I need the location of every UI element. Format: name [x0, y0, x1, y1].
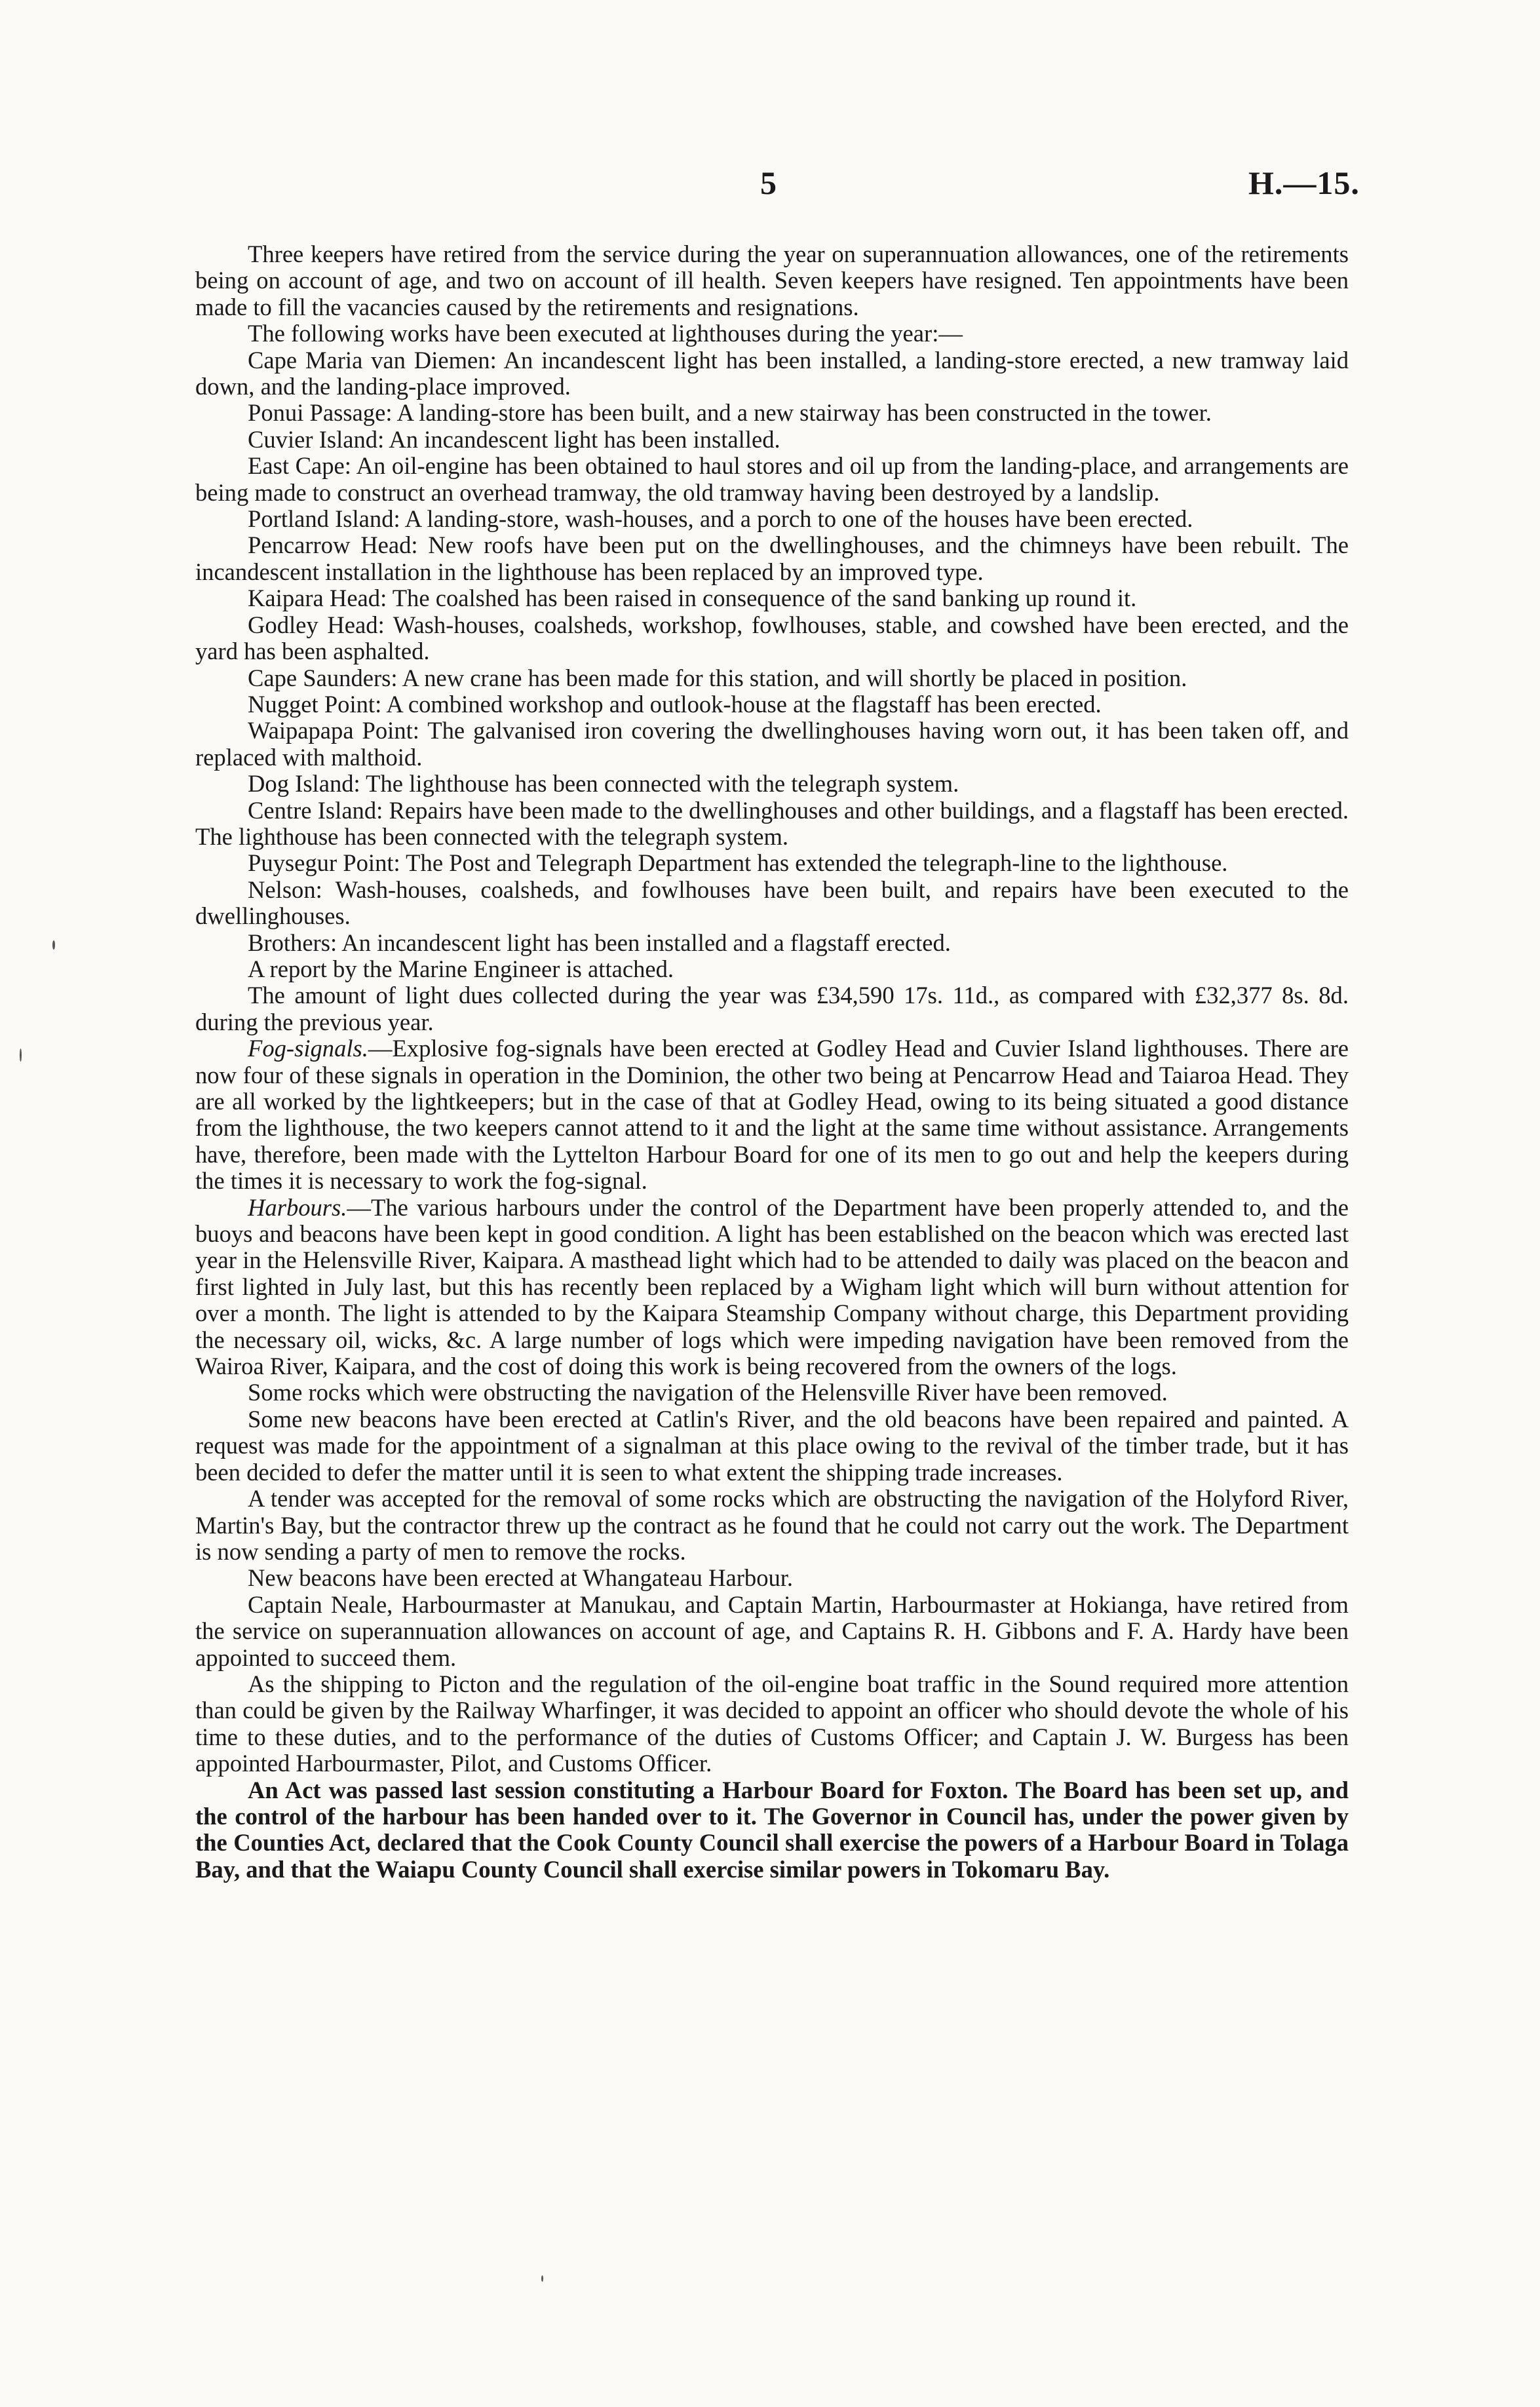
- paragraph: [195, 1565, 1349, 1591]
- paragraph: [195, 506, 1349, 532]
- paragraph: [195, 691, 1349, 718]
- paragraph: [195, 982, 1349, 1035]
- paragraph: [195, 718, 1349, 771]
- paragraph: [195, 877, 1349, 930]
- paragraph: [195, 320, 1349, 347]
- paragraph: [195, 427, 1349, 453]
- paragraph-text: Cape Saunders: A new crane has been made for this station, and will shortly be placed in position.: [248, 664, 1187, 691]
- paragraph: [195, 665, 1349, 691]
- paragraph-text: Three keepers have retired from the service during the year on superannuation allowances, one of the retirements being on account of age, and two on account of ill health. Seven keepers have resigned. Ten appointments have been made to fill the vacancies caused by the retirements and resignations.: [195, 241, 1349, 320]
- paragraph-text: Cape Maria van Diemen: An incandescent light has been installed, a landing-store erected, a new tramway laid down, and the landing-place improved.: [195, 346, 1349, 400]
- section-heading: Fog-signals.: [248, 1035, 368, 1062]
- paragraph-text: Cuvier Island: An incandescent light has been installed.: [248, 425, 780, 453]
- paragraph-text: A tender was accepted for the removal of some rocks which are obstructing the navigation of the Holyford River, Martin's Bay, but the contractor threw up the contract as he found that he could not carry out the work. The Department is now sending a party of men to remove the rocks.: [195, 1485, 1349, 1565]
- paragraph: [195, 612, 1349, 665]
- page-number: 5: [760, 164, 777, 201]
- paragraph-text: A report by the Marine Engineer is attached.: [248, 955, 674, 982]
- paragraph: [195, 850, 1349, 876]
- paragraph: [195, 1379, 1349, 1406]
- paragraph-text: Dog Island: The lighthouse has been connected with the telegraph system.: [248, 770, 959, 798]
- paragraph-text: The amount of light dues collected during the year was £34,590 17s. 11d., as compared with £32,377 8s. 8d. during the previous year.: [195, 982, 1349, 1035]
- paragraph: [195, 1195, 1349, 1380]
- paragraph-text: Portland Island: A landing-store, wash-houses, and a porch to one of the houses have been erected.: [248, 505, 1193, 533]
- paragraph: [195, 1035, 1349, 1194]
- paragraph: [195, 453, 1349, 506]
- paragraph: [195, 1777, 1349, 1883]
- margin-mark: [20, 1049, 22, 1062]
- paragraph-text: New beacons have been erected at Whangateau Harbour.: [248, 1564, 794, 1592]
- paragraph: [195, 585, 1349, 611]
- paragraph-text: Godley Head: Wash-houses, coalsheds, workshop, fowlhouses, stable, and cowshed have been erected, and the yard has been asphalted.: [195, 611, 1349, 665]
- paragraph-text: Pencarrow Head: New roofs have been put on the dwellinghouses, and the chimneys have been rebuilt. The incandescent installation in the lighthouse has been replaced by an improved type.: [195, 531, 1349, 585]
- margin-mark: [52, 940, 55, 950]
- paragraph: [195, 241, 1349, 320]
- paragraph-text: An Act was passed last session constituting a Harbour Board for Foxton. The Board has been set up, and the control of the harbour has been handed over to it. The Governor in Council has, under the power given by the Counties Act, declared that the Cook County Council shall exercise the powers of a Harbour Board in Tolaga Bay, and that the Waiapu County Council shall exercise similar powers in Tokomaru Bay.: [195, 1776, 1349, 1883]
- paragraph-text: Some new beacons have been erected at Catlin's River, and the old beacons have been repaired and painted. A request was made for the appointment of a signalman at this place owing to the revival of the timber trade, but it has been decided to defer the matter until it is seen to what extent the shipping trade increases.: [195, 1405, 1349, 1486]
- page-header: [0, 164, 1540, 216]
- paragraph-text: —Explosive fog-signals have been erected at Godley Head and Cuvier Island lighthouses. There are now four of these signals in operation in the Dominion, the other two being at Pencarrow Head and Taiaroa Head. They are all worked by the lightkeepers; but in the case of that at Godley Head, owing to its being situated a good distance from the lighthouse, the two keepers cannot attend to it and the light at the same time without assistance. Arrangements have, therefore, been made with the Lyttelton Harbour Board for one of its men to go out and help the keepers during the times it is necessary to work the fog-signal.: [195, 1035, 1349, 1195]
- section-heading: Harbours.: [248, 1193, 347, 1221]
- page-speck: [541, 2275, 543, 2282]
- paragraph-text: Some rocks which were obstructing the navigation of the Helensville River have been removed.: [248, 1379, 1168, 1406]
- paragraph: [195, 1486, 1349, 1565]
- document-reference: H.—15.: [1248, 164, 1360, 201]
- paragraph-text: Waipapapa Point: The galvanised iron covering the dwellinghouses having worn out, it has been taken off, and replaced with malthoid.: [195, 717, 1349, 771]
- paragraph-text: Nugget Point: A combined workshop and outlook-house at the flagstaff has been erected.: [248, 690, 1102, 718]
- paragraph: [195, 771, 1349, 797]
- paragraph: [195, 400, 1349, 426]
- paragraph: [195, 1406, 1349, 1486]
- paragraph: [195, 347, 1349, 400]
- paragraph-text: Nelson: Wash-houses, coalsheds, and fowlhouses have been built, and repairs have been executed to the dwellinghouses.: [195, 876, 1349, 930]
- paragraph-text: Centre Island: Repairs have been made to the dwellinghouses and other buildings, and a flagstaff has been erected. The lighthouse has been connected with the telegraph system.: [195, 796, 1349, 850]
- paragraph-text: —The various harbours under the control of the Department have been properly attended to, and the buoys and beacons have been kept in good condition. A light has been established on the beacon which was erected last year in the Helensville River, Kaipara. A masthead light which had to be attended to daily was placed on the beacon and first lighted in July last, but this has recently been replaced by a Wigham light which will burn without attention for over a month. The light is attended to by the Kaipara Steamship Company without charge, this Department providing the necessary oil, wicks, &c. A large number of logs which were impeding navigation have been removed from the Wairoa River, Kaipara, and the cost of doing this work is being recovered from the owners of the logs.: [195, 1193, 1349, 1380]
- body-text: [195, 241, 1349, 1883]
- paragraph-text: Captain Neale, Harbourmaster at Manukau, and Captain Martin, Harbourmaster at Hokianga, have retired from the service on superannuation allowances on account of age, and Captains R. H. Gibbons and F. A. Hardy have been appointed to succeed them.: [195, 1590, 1349, 1671]
- paragraph-text: East Cape: An oil-engine has been obtained to haul stores and oil up from the landing-place, and arrangements are being made to construct an overhead tramway, the old tramway having been destroyed by a landslip.: [195, 452, 1349, 506]
- paragraph: [195, 798, 1349, 851]
- paragraph: [195, 1671, 1349, 1777]
- paragraph-text: As the shipping to Picton and the regulation of the oil-engine boat traffic in the Sound required more attention than could be given by the Railway Wharfinger, it was decided to appoint an officer who should devote the whole of his time to these duties, and to the performance of the duties of Customs Officer; and Captain J. W. Burgess has been appointed Harbourmaster, Pilot, and Customs Officer.: [195, 1670, 1349, 1777]
- paragraph: [195, 930, 1349, 956]
- paragraph-text: The following works have been executed at lighthouses during the year:—: [248, 320, 963, 347]
- paragraph: [195, 956, 1349, 982]
- paragraph: [195, 1592, 1349, 1671]
- paragraph-text: Ponui Passage: A landing-store has been built, and a new stairway has been constructed in the tower.: [248, 399, 1212, 427]
- paragraph-text: Kaipara Head: The coalshed has been raised in consequence of the sand banking up round it.: [248, 585, 1137, 612]
- paragraph: [195, 532, 1349, 585]
- paragraph-text: Puysegur Point: The Post and Telegraph Department has extended the telegraph-line to the lighthouse.: [248, 849, 1228, 877]
- paragraph-text: Brothers: An incandescent light has been installed and a flagstaff erected.: [248, 929, 951, 956]
